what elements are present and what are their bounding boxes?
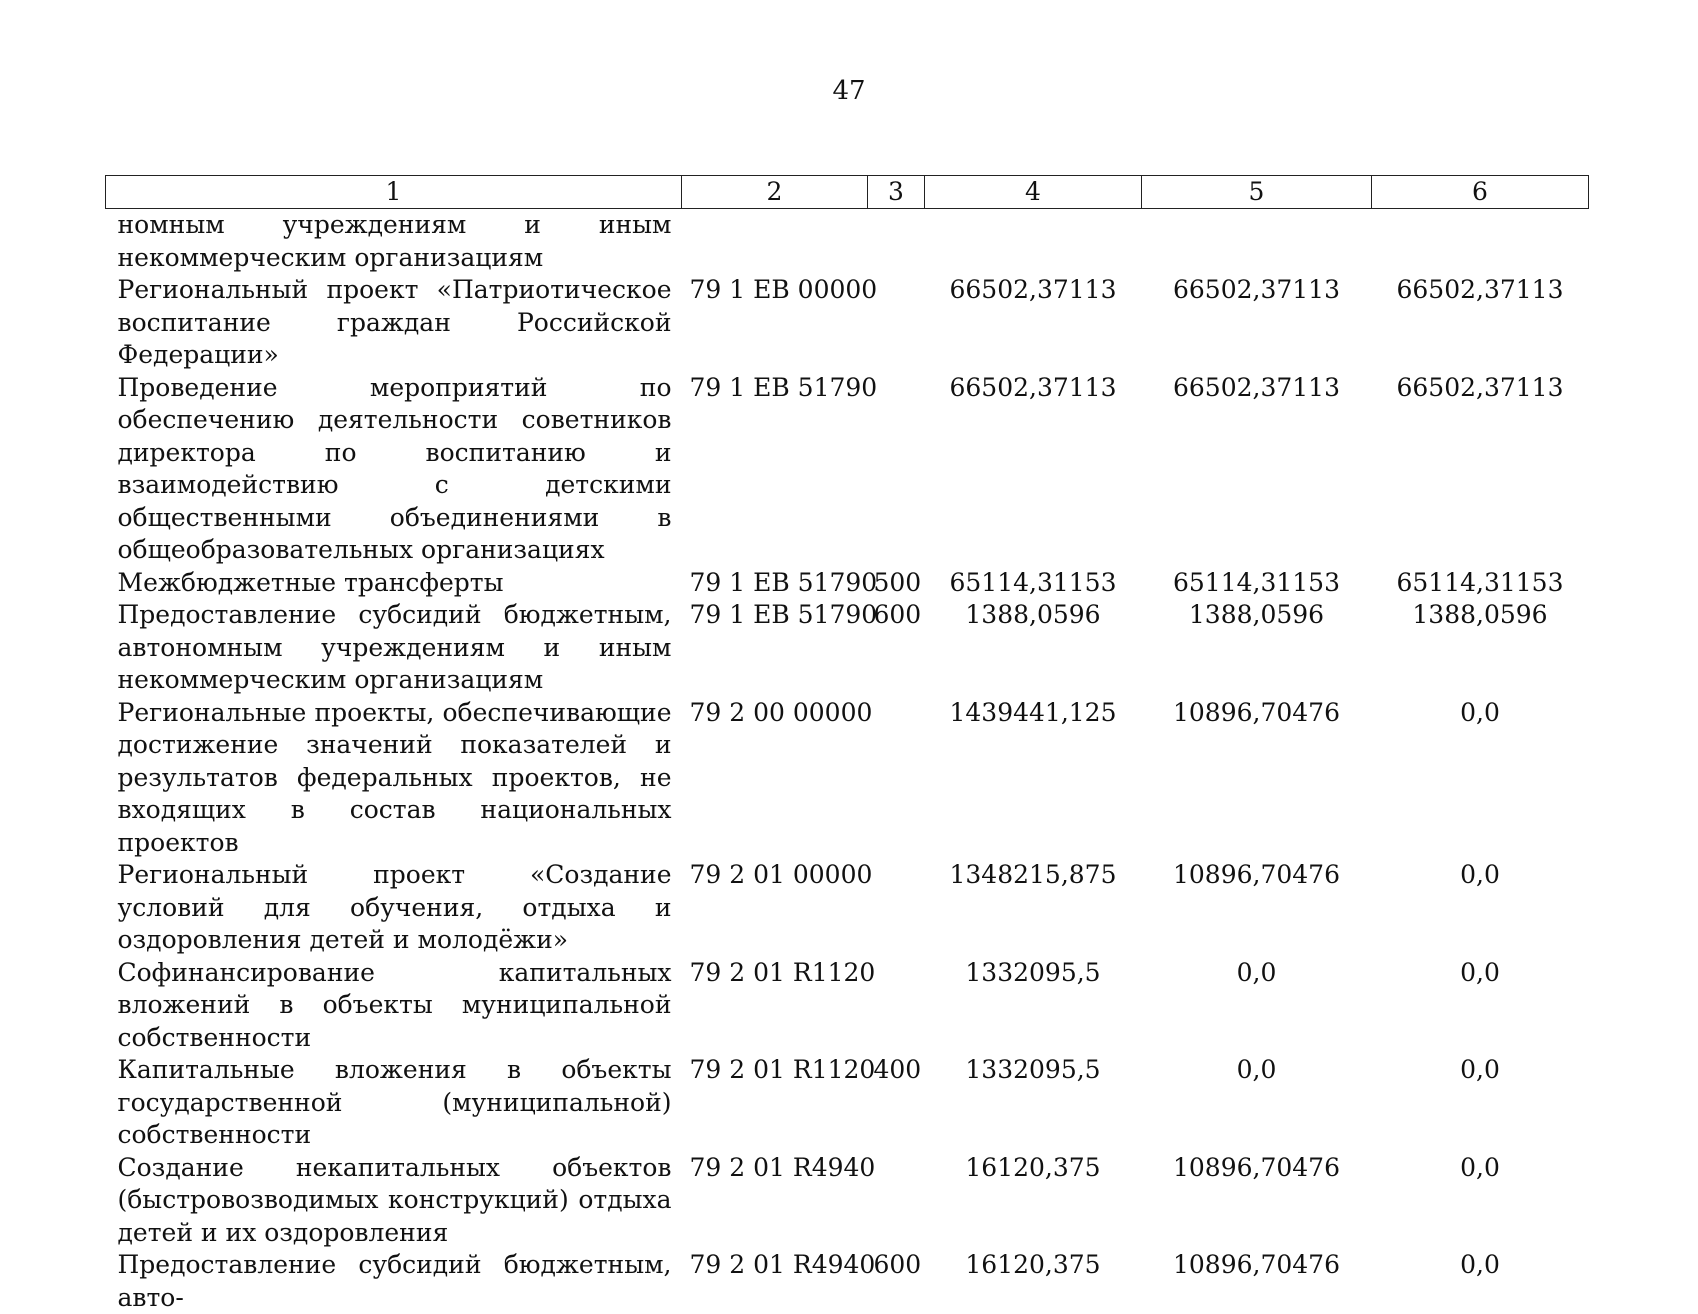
row-value-col-6: 0,0 (1372, 1249, 1589, 1314)
row-name: Проведение мероприятий по обеспечению деятельности советников директора по воспитанию и взаимодействию с детскими общественными объединениями в общеобразовательных организациях (106, 372, 682, 567)
budget-table (105, 175, 1589, 1314)
row-expense-type (868, 957, 925, 1055)
page-number: 47 (0, 76, 1698, 106)
row-code: 79 1 EB 51790 (682, 567, 868, 600)
row-value-col-6: 1388,0596 (1372, 599, 1589, 697)
row-expense-type (868, 209, 925, 275)
row-expense-type (868, 859, 925, 957)
header-col-5: 5 (1142, 176, 1372, 209)
table-row (106, 859, 1589, 957)
row-value-col-5: 0,0 (1142, 957, 1372, 1055)
table-row (106, 697, 1589, 860)
row-expense-type: 500 (868, 567, 925, 600)
row-expense-type: 600 (868, 1249, 925, 1314)
row-value-col-5: 10896,70476 (1142, 1249, 1372, 1314)
table-row (106, 1152, 1589, 1250)
row-code: 79 2 01 R4940 (682, 1249, 868, 1314)
table-row (106, 599, 1589, 697)
row-value-col-4 (925, 209, 1142, 275)
row-code: 79 1 EB 51790 (682, 372, 868, 567)
row-value-col-4: 65114,31153 (925, 567, 1142, 600)
header-col-4: 4 (925, 176, 1142, 209)
row-value-col-6: 0,0 (1372, 1054, 1589, 1152)
header-col-6: 6 (1372, 176, 1589, 209)
row-code: 79 1 EB 00000 (682, 274, 868, 372)
row-code (682, 209, 868, 275)
row-value-col-6: 66502,37113 (1372, 372, 1589, 567)
row-name: Региональные проекты, обеспечивающие достижение значений показателей и результатов федеральных проектов, не входящих в состав национальных проектов (106, 697, 682, 860)
row-value-col-5: 66502,37113 (1142, 274, 1372, 372)
row-name: номным учреждениям и иным некоммерческим организациям (106, 209, 682, 275)
table-row (106, 372, 1589, 567)
row-expense-type (868, 697, 925, 860)
row-value-col-6: 66502,37113 (1372, 274, 1589, 372)
row-name: Межбюджетные трансферты (106, 567, 682, 600)
row-expense-type (868, 1152, 925, 1250)
row-value-col-6: 0,0 (1372, 859, 1589, 957)
header-col-3: 3 (868, 176, 925, 209)
row-value-col-5 (1142, 209, 1372, 275)
header-col-2: 2 (682, 176, 868, 209)
row-value-col-4: 66502,37113 (925, 274, 1142, 372)
row-name: Региональный проект «Создание условий для обучения, отдыха и оздоровления детей и молодёжи» (106, 859, 682, 957)
row-code: 79 2 01 R1120 (682, 957, 868, 1055)
row-value-col-4: 16120,375 (925, 1249, 1142, 1314)
row-value-col-5: 10896,70476 (1142, 697, 1372, 860)
row-name: Капитальные вложения в объекты государственной (муниципальной) собственности (106, 1054, 682, 1152)
table-row (106, 957, 1589, 1055)
row-value-col-4: 1332095,5 (925, 1054, 1142, 1152)
row-code: 79 2 00 00000 (682, 697, 868, 860)
row-value-col-5: 65114,31153 (1142, 567, 1372, 600)
row-value-col-5: 1388,0596 (1142, 599, 1372, 697)
table-row (106, 209, 1589, 275)
row-name: Предоставление субсидий бюджетным, авто- (106, 1249, 682, 1314)
table-row (106, 1249, 1589, 1314)
row-expense-type: 600 (868, 599, 925, 697)
row-value-col-6 (1372, 209, 1589, 275)
row-value-col-5: 10896,70476 (1142, 859, 1372, 957)
row-expense-type: 400 (868, 1054, 925, 1152)
table-row (106, 1054, 1589, 1152)
table-body (106, 209, 1589, 1314)
row-value-col-6: 0,0 (1372, 957, 1589, 1055)
row-value-col-4: 1348215,875 (925, 859, 1142, 957)
table-row (106, 274, 1589, 372)
row-value-col-4: 66502,37113 (925, 372, 1142, 567)
table-header (106, 176, 1589, 209)
row-value-col-4: 1388,0596 (925, 599, 1142, 697)
row-value-col-5: 0,0 (1142, 1054, 1372, 1152)
row-value-col-6: 0,0 (1372, 1152, 1589, 1250)
row-code: 79 2 01 R4940 (682, 1152, 868, 1250)
header-row (106, 176, 1589, 209)
table-row (106, 567, 1589, 600)
row-value-col-5: 10896,70476 (1142, 1152, 1372, 1250)
row-value-col-6: 65114,31153 (1372, 567, 1589, 600)
row-value-col-4: 1332095,5 (925, 957, 1142, 1055)
row-value-col-5: 66502,37113 (1142, 372, 1372, 567)
header-col-1: 1 (106, 176, 682, 209)
row-code: 79 2 01 R1120 (682, 1054, 868, 1152)
row-name: Создание некапитальных объектов (быстровозводимых конструкций) отдыха детей и их оздоровления (106, 1152, 682, 1250)
row-name: Региональный проект «Патриотическое воспитание граждан Российской Федерации» (106, 274, 682, 372)
row-name: Софинансирование капитальных вложений в объекты муниципальной собственности (106, 957, 682, 1055)
row-name: Предоставление субсидий бюджетным, автономным учреждениям и иным некоммерческим организациям (106, 599, 682, 697)
row-code: 79 2 01 00000 (682, 859, 868, 957)
row-value-col-6: 0,0 (1372, 697, 1589, 860)
row-value-col-4: 1439441,125 (925, 697, 1142, 860)
row-code: 79 1 EB 51790 (682, 599, 868, 697)
row-value-col-4: 16120,375 (925, 1152, 1142, 1250)
